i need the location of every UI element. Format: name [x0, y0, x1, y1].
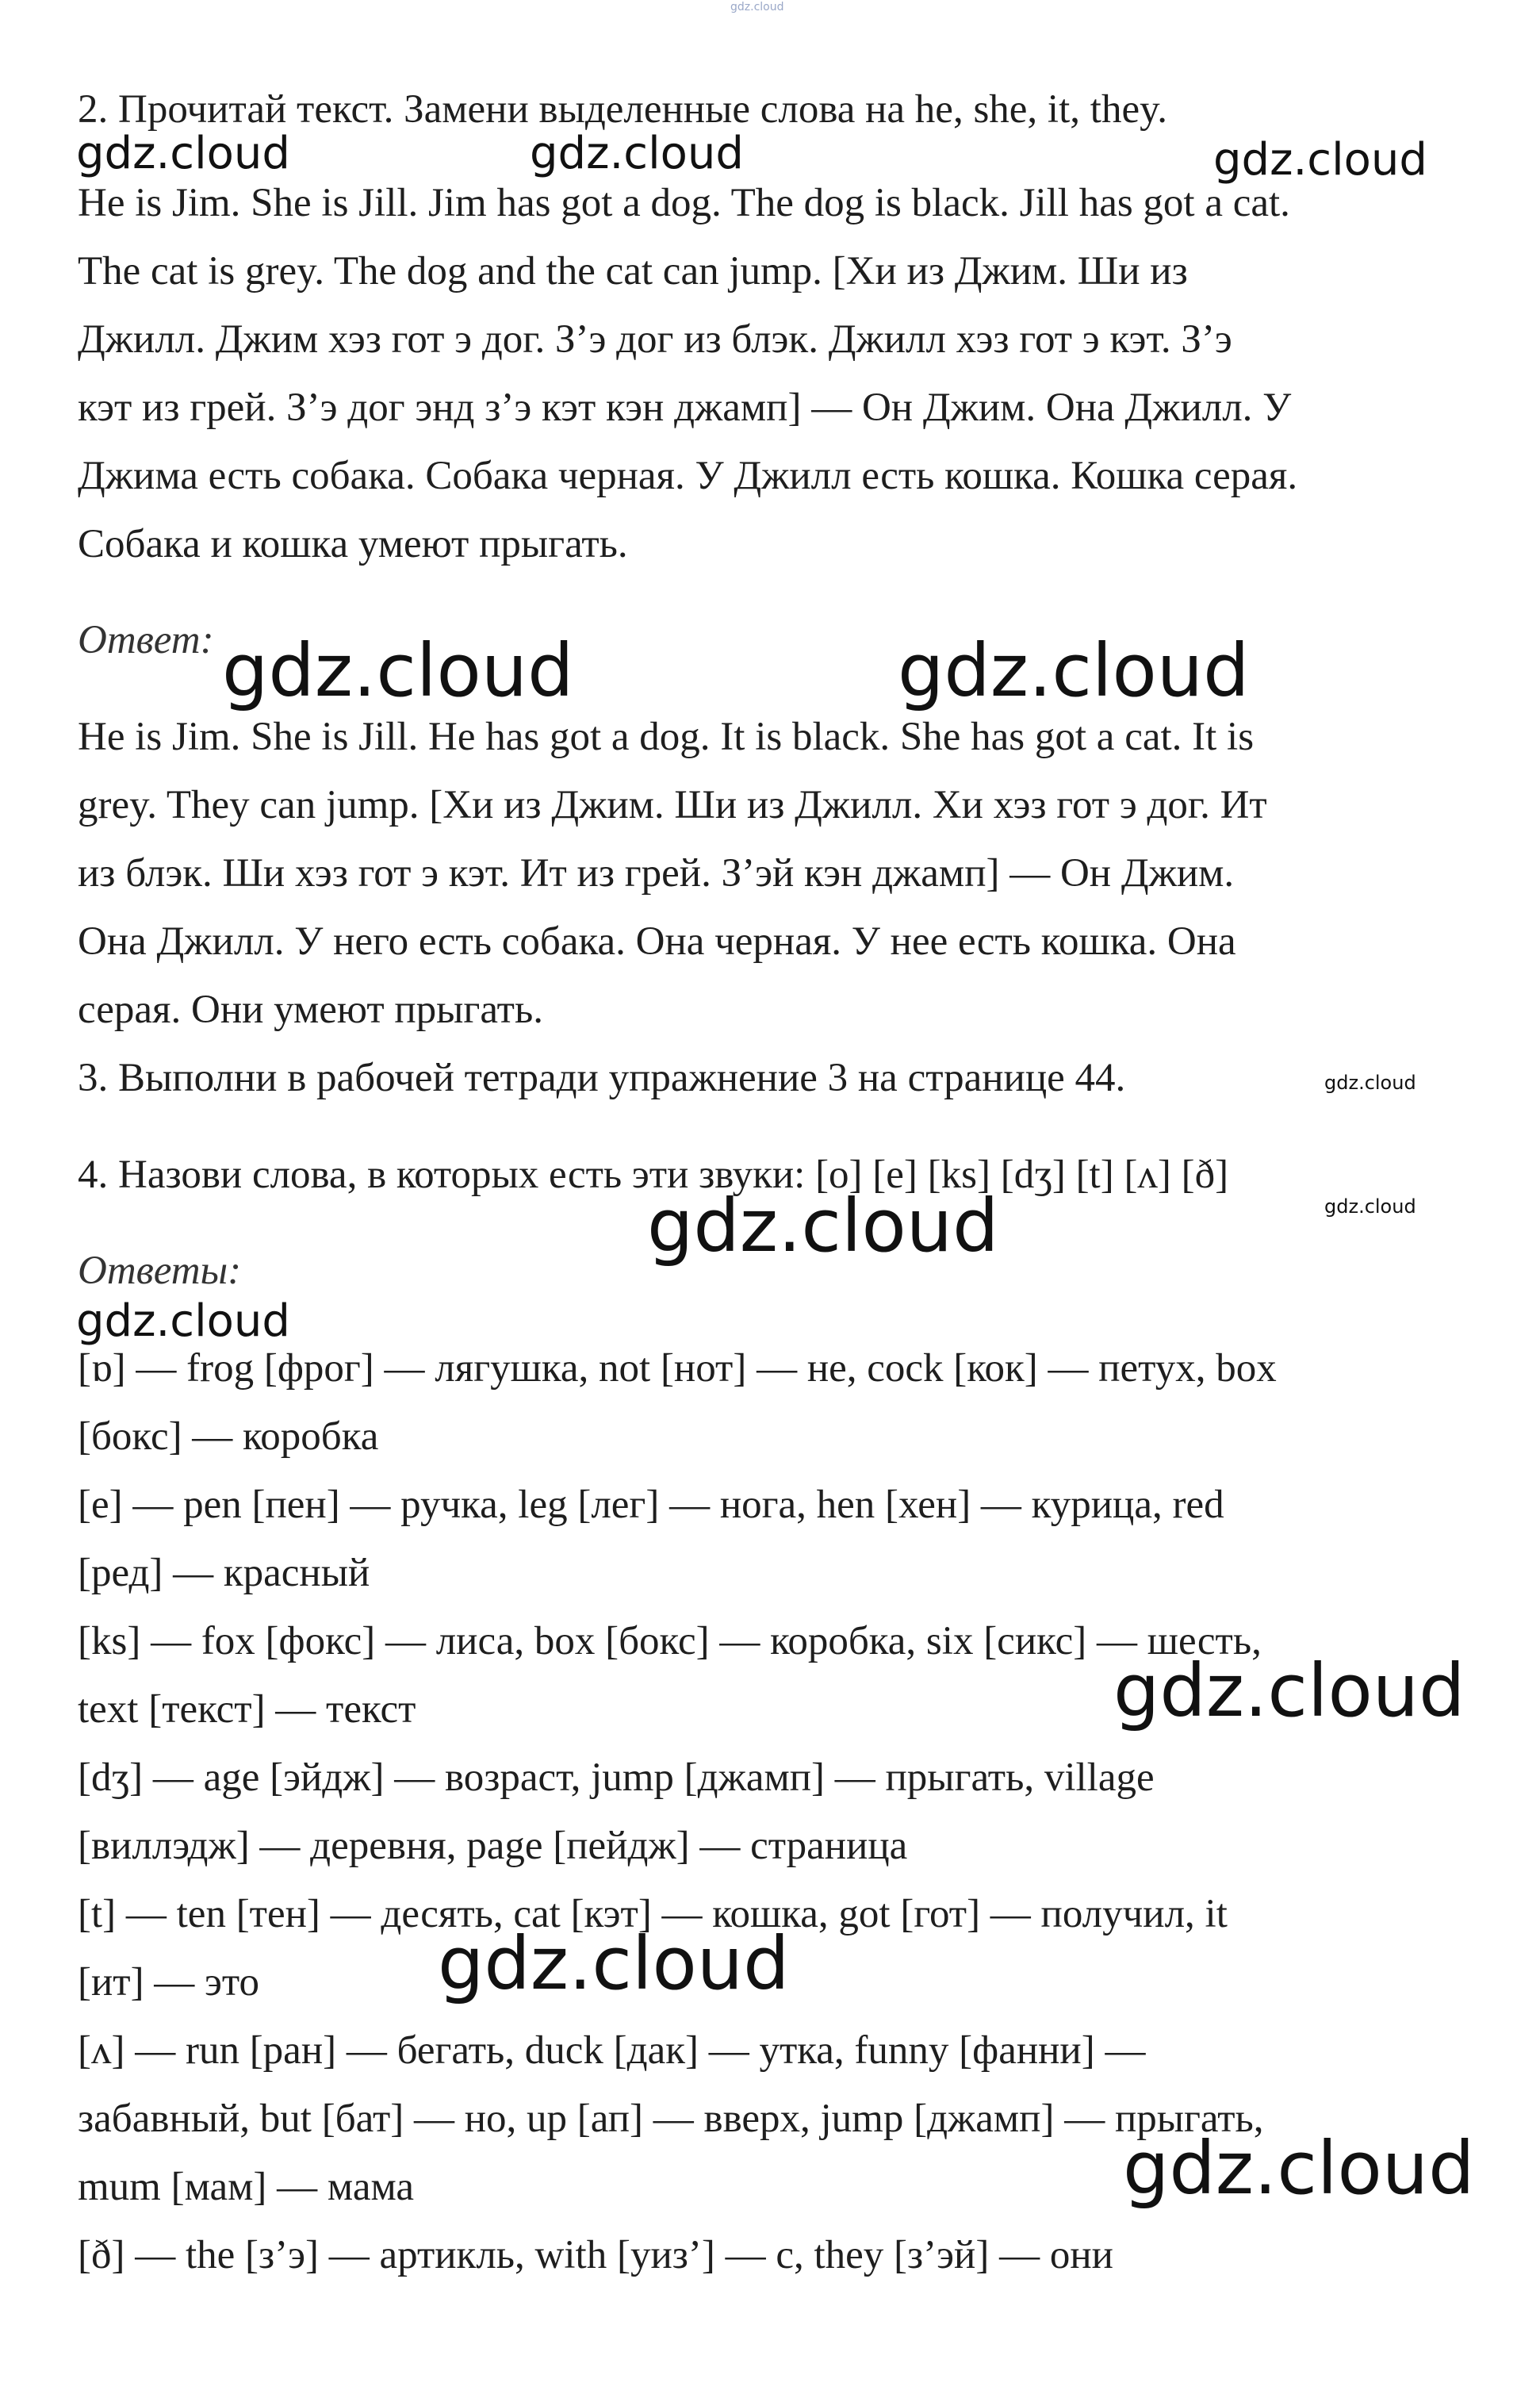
task3-heading: 3. Выполни в рабочей тетради упражнение 3 на странице 44. [78, 1056, 1126, 1100]
task4-answer-line: [ks] — fox [фокс] — лиса, box [бокс] — коробка, six [сикс] — шесть, [78, 1619, 1262, 1663]
task4-answer-line: [ɒ] — frog [фрог] — лягушка, not [нот] — не, cock [кок] — петух, box [78, 1346, 1277, 1391]
task4-answer-line: [ð] — the [з’э] — артикль, with [уиз’] — с, they [з’эй] — они [78, 2233, 1113, 2277]
task4-answer-line: [ʌ] — run [ран] — бегать, duck [дак] — утка, funny [фанни] — [78, 2028, 1146, 2073]
task4-answer-line: [e] — pen [пен] — ручка, leg [лег] — нога, hen [хен] — курица, red [78, 1483, 1224, 1527]
watermark: gdz.cloud [1113, 1648, 1465, 1733]
watermark: gdz.cloud [898, 628, 1250, 713]
task4-answer-label: Ответы: [78, 1249, 242, 1293]
task4-answer-line: забавный, but [бат] — но, up [ап] — вверх, jump [джамп] — прыгать, [78, 2097, 1264, 2141]
task4-answer-line: [ит] — это [78, 1960, 260, 2005]
task2-answer-line: из блэк. Ши хэз гот э кэт. Ит из грей. З’эй кэн джамп] — Он Джим. [78, 851, 1235, 896]
task2-text-line: He is Jim. She is Jill. Jim has got a dog. The dog is black. Jill has got a cat. [78, 181, 1290, 225]
watermark: gdz.cloud [222, 628, 574, 713]
task2-answer-line: серая. Они умеют прыгать. [78, 988, 543, 1032]
watermark: gdz.cloud [1324, 1072, 1416, 1094]
task4-heading: 4. Назови слова, в которых есть эти звуки: [o] [e] [ks] [dʒ] [t] [ʌ] [ð] [78, 1153, 1229, 1197]
watermark: gdz.cloud [1123, 2126, 1475, 2211]
task2-answer-line: grey. They can jump. [Хи из Джим. Ши из Джилл. Хи хэз гот э дог. Ит [78, 783, 1267, 827]
task2-text-line: Джима есть собака. Собака черная. У Джилл есть кошка. Кошка серая. [78, 454, 1298, 498]
watermark: gdz.cloud [76, 1295, 290, 1347]
task4-answer-line: [бокс] — коробка [78, 1414, 379, 1459]
watermark: gdz.cloud [1213, 134, 1427, 186]
task4-answer-line: [t] — ten [тен] — десять, cat [кэт] — кошка, got [гот] — получил, it [78, 1892, 1228, 1936]
task4-answer-line: mum [мам] — мама [78, 2165, 415, 2209]
task2-text-line: кэт из грей. З’э дог энд з’э кэт кэн джамп] — Он Джим. Она Джилл. У [78, 386, 1292, 430]
task4-answer-line: [ред] — красный [78, 1551, 370, 1595]
watermark: gdz.cloud [1324, 1195, 1416, 1218]
task2-text-line: Джилл. Джим хэз гот э дог. З’э дог из блэк. Джилл хэз гот э кэт. З’э [78, 317, 1232, 362]
task2-heading: 2. Прочитай текст. Замени выделенные слова на he, she, it, they. [78, 87, 1168, 132]
watermark: gdz.cloud [438, 1921, 790, 2006]
watermark: gdz.cloud [647, 1184, 999, 1268]
task4-answer-line: [виллэдж] — деревня, page [пейдж] — страница [78, 1824, 908, 1868]
task2-answer-line: He is Jim. She is Jill. He has got a dog. It is black. She has got a cat. It is [78, 715, 1255, 759]
task2-answer-label: Ответ: [78, 618, 214, 662]
watermark: gdz.cloud [530, 128, 744, 179]
task4-answer-line: text [текст] — текст [78, 1687, 416, 1732]
watermark: gdz.cloud [76, 128, 290, 179]
task2-answer-line: Она Джилл. У него есть собака. Она черная. У нее есть кошка. Она [78, 919, 1236, 964]
watermark-top: gdz.cloud [730, 1, 784, 13]
task2-text-line: The cat is grey. The dog and the cat can jump. [Хи из Джим. Ши из [78, 249, 1188, 293]
task4-answer-line: [dʒ] — age [эйдж] — возраст, jump [джамп] — прыгать, village [78, 1755, 1155, 1800]
task2-text-line: Собака и кошка умеют прыгать. [78, 522, 628, 566]
